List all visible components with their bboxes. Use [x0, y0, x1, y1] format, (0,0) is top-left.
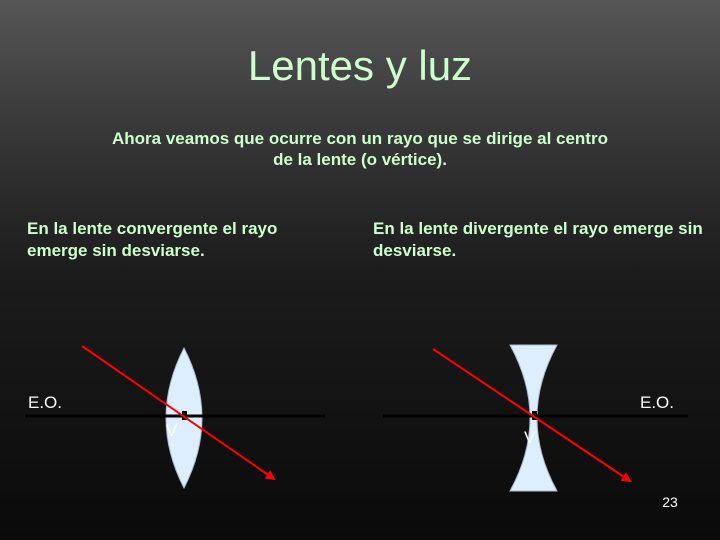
- optical-axis-label-left: E.O.: [28, 393, 63, 412]
- optical-axis-label-right: E.O.: [640, 393, 675, 412]
- vertex-label-right: V: [524, 428, 536, 447]
- divergent-lens-description: En la lente divergente el rayo emerge sin desviarse.: [373, 219, 703, 260]
- page-number: 23: [662, 494, 678, 510]
- intro-text: Ahora veamos que ocurre con un rayo que se dirige al centro de la lente (o vértice).: [112, 129, 608, 169]
- vertex-label-left: V: [166, 421, 178, 440]
- convergent-lens-description: En la lente convergente el rayo emerge sin desviarse.: [27, 219, 278, 260]
- slide-title: Lentes y luz: [247, 42, 473, 89]
